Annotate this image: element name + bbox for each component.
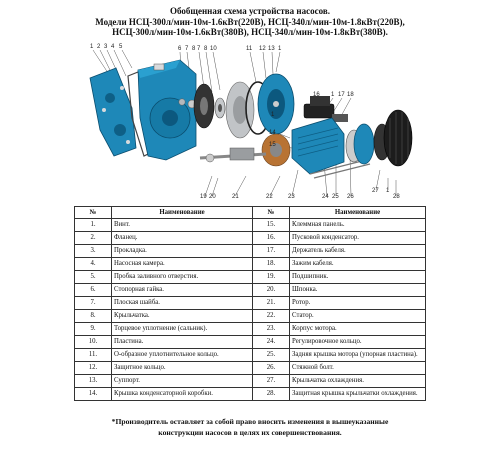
part-number: 13. — [75, 375, 112, 388]
part-name: Плоская шайба. — [112, 297, 253, 310]
part-name: Подшипник. — [290, 271, 426, 284]
pump-chamber-part — [138, 60, 196, 160]
part-name: Стопорная гайка. — [112, 284, 253, 297]
callout-3: 3 — [104, 44, 108, 50]
callout-6: 6 — [178, 46, 182, 52]
callout-21: 21 — [232, 194, 239, 200]
part-number: 3. — [75, 245, 112, 258]
part-number: 19. — [253, 271, 290, 284]
stator-part — [262, 134, 290, 166]
callout-8: 8 — [192, 46, 196, 52]
document-title: Обобщенная схема устройства насосов. — [170, 6, 330, 16]
table-row — [75, 219, 426, 232]
part-name: Защитное кольцо. — [112, 362, 253, 375]
part-name: Суппорт. — [112, 375, 253, 388]
part-name: О-образное уплотнительное кольцо. — [112, 349, 253, 362]
part-name: Клеммная панель. — [290, 219, 426, 232]
part-name: Крыльчатка охлаждения. — [290, 375, 426, 388]
part-name: Пусковой конденсатор. — [290, 232, 426, 245]
callout-1f: 1 — [386, 188, 390, 194]
table-row — [75, 271, 426, 284]
part-name: Пластина. — [112, 336, 253, 349]
part-name: Корпус мотора. — [290, 323, 426, 336]
part-name: Ротор. — [290, 297, 426, 310]
callout-7b: 7 — [197, 46, 201, 52]
part-number: 22. — [253, 310, 290, 323]
part-number: 8. — [75, 310, 112, 323]
parts-table — [74, 206, 426, 401]
callout-16: 16 — [313, 92, 320, 98]
fan-cover-part — [384, 110, 412, 166]
footnote-line-2: конструкции насосов в целях их совершенствования. — [158, 427, 342, 437]
part-number: 20. — [253, 284, 290, 297]
part-number: 21. — [253, 297, 290, 310]
rear-cover-part — [346, 124, 374, 164]
callout-13: 13 — [268, 46, 275, 52]
table-row — [75, 362, 426, 375]
table-row — [75, 375, 426, 388]
callout-22: 22 — [266, 194, 273, 200]
header-name-right: Наименование — [290, 207, 426, 219]
callout-1e: 1 — [271, 112, 275, 118]
callout-26: 26 — [347, 194, 354, 200]
impeller-part — [194, 84, 214, 128]
table-row — [75, 388, 426, 401]
callout-24: 24 — [322, 194, 329, 200]
footnote-line-1: *Производитель оставляет за собой право вносить изменения в вышеуказанные — [111, 417, 389, 426]
exploded-pump-diagram — [70, 38, 430, 200]
callout-27: 27 — [372, 188, 379, 194]
header-name-left: Наименование — [112, 207, 253, 219]
models-line-1: Модели НСЦ-300л/мин-10м-1.6кВт(220В), НСЦ-340л/мин-10м-1.8кВт(220В), — [95, 16, 405, 27]
part-name: Защитная крышка крыльчатки охлаждения. — [290, 388, 426, 401]
header-number-right: № — [253, 207, 290, 219]
table-row — [75, 258, 426, 271]
part-name: Винт. — [112, 219, 253, 232]
callout-28: 28 — [393, 194, 400, 200]
part-number: 1. — [75, 219, 112, 232]
part-number: 27. — [253, 375, 290, 388]
part-number: 10. — [75, 336, 112, 349]
callout-10: 10 — [210, 46, 217, 52]
part-number: 2. — [75, 232, 112, 245]
part-name: Фланец. — [112, 232, 253, 245]
part-number: 12. — [75, 362, 112, 375]
part-name: Задняя крышка мотора (упорная пластина). — [290, 349, 426, 362]
part-name: Держатель кабеля. — [290, 245, 426, 258]
part-number: 5. — [75, 271, 112, 284]
callout-19: 19 — [200, 194, 207, 200]
part-number: 16. — [253, 232, 290, 245]
part-number: 25. — [253, 349, 290, 362]
part-number: 9. — [75, 323, 112, 336]
seal-part — [215, 98, 225, 118]
part-number: 6. — [75, 284, 112, 297]
part-name: Стяжной болт. — [290, 362, 426, 375]
part-name: Шпонка. — [290, 284, 426, 297]
callout-8b: 8 — [204, 46, 208, 52]
table-header-row — [75, 207, 426, 219]
callout-4: 4 — [111, 44, 115, 50]
part-number: 18. — [253, 258, 290, 271]
part-name: Крыльчатка. — [112, 310, 253, 323]
table-row — [75, 232, 426, 245]
table-row — [75, 245, 426, 258]
part-name: Крышка конденсаторной коробки. — [112, 388, 253, 401]
part-name: Зажим кабеля. — [290, 258, 426, 271]
part-name: Прокладка. — [112, 245, 253, 258]
part-number: 15. — [253, 219, 290, 232]
table-row — [75, 297, 426, 310]
table-row — [75, 336, 426, 349]
part-number: 14. — [75, 388, 112, 401]
callout-2: 2 — [97, 44, 101, 50]
callout-1d: 1 — [331, 92, 335, 98]
callout-1c: 1 — [278, 46, 282, 52]
rotor-shaft-part — [200, 148, 266, 162]
part-number: 4. — [75, 258, 112, 271]
header-number-left: № — [75, 207, 112, 219]
part-name: Пробка заливного отверстия. — [112, 271, 253, 284]
table-row — [75, 323, 426, 336]
callout-25: 25 — [332, 194, 339, 200]
table-row — [75, 284, 426, 297]
footnote — [68, 417, 432, 438]
part-name: Статор. — [290, 310, 426, 323]
part-name: Насосная камера. — [112, 258, 253, 271]
models-line-2: НСЦ-300л/мин-10м-1.6кВт(380В), НСЦ-340л/мин-10м-1.8кВт(380В). — [112, 27, 388, 37]
callout-14: 14 — [269, 130, 276, 136]
callout-20: 20 — [209, 194, 216, 200]
part-number: 17. — [253, 245, 290, 258]
part-number: 24. — [253, 336, 290, 349]
part-number: 11. — [75, 349, 112, 362]
callout-17: 17 — [338, 92, 345, 98]
part-number: 23. — [253, 323, 290, 336]
part-name: Регулировочное кольцо. — [290, 336, 426, 349]
capacitor-box-part — [304, 96, 348, 122]
flange-part — [90, 68, 136, 156]
callout-5: 5 — [119, 44, 123, 50]
callout-1: 1 — [90, 44, 94, 50]
support-part — [258, 74, 294, 134]
table-row — [75, 310, 426, 323]
callout-7: 7 — [185, 46, 189, 52]
part-number: 26. — [253, 362, 290, 375]
callout-15: 15 — [269, 142, 276, 148]
part-number: 7. — [75, 297, 112, 310]
table-row — [75, 349, 426, 362]
part-name: Торцевое уплотнение (сальник). — [112, 323, 253, 336]
callout-18: 18 — [347, 92, 354, 98]
part-number: 28. — [253, 388, 290, 401]
callout-11: 11 — [246, 46, 253, 52]
callout-23: 23 — [288, 194, 295, 200]
callout-12: 12 — [259, 46, 266, 52]
